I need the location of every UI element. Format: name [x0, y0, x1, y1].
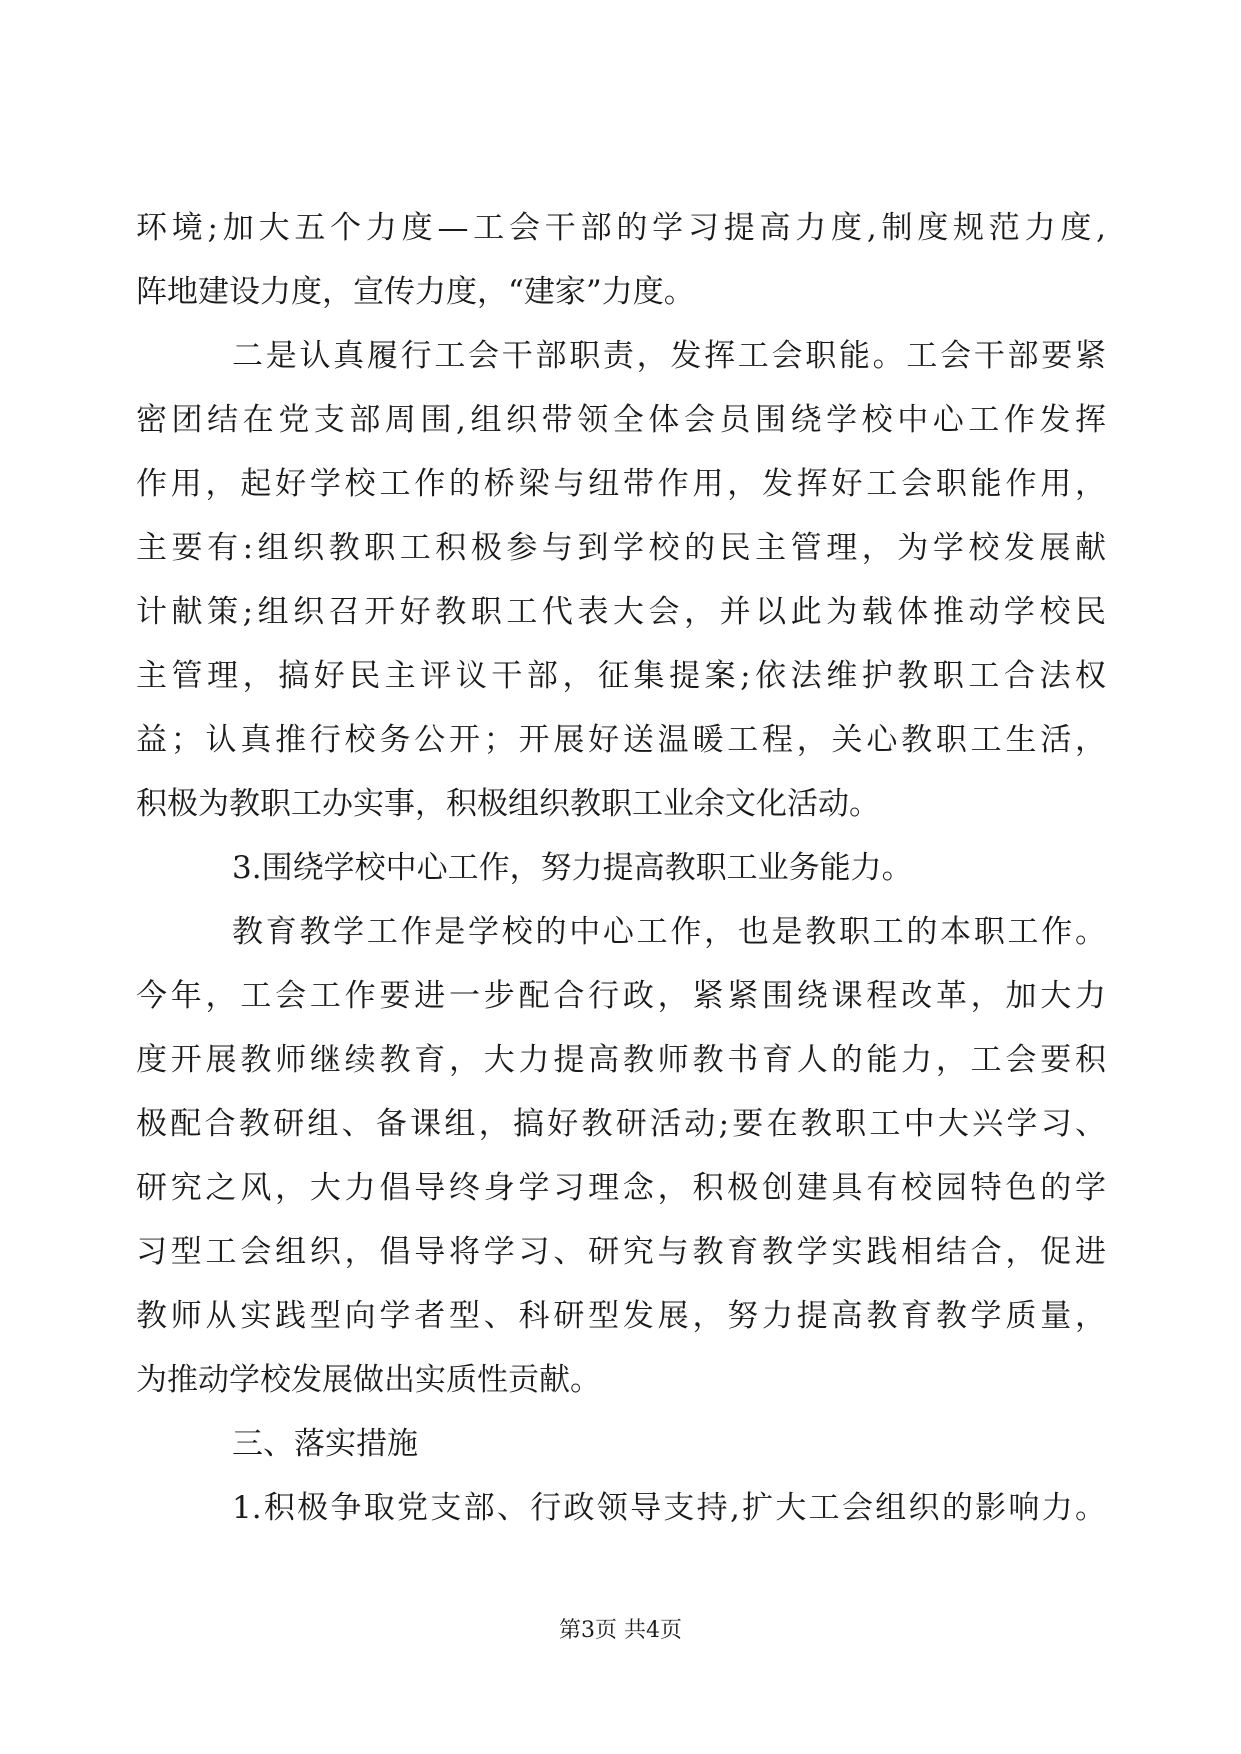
text-line: 积极为教职工办实事，积极组织教职工业余文化活动。: [136, 786, 880, 822]
document-body: [136, 196, 1106, 1540]
text-line: 极配合教研组、备课组，搞好教研活动;要在教职工中大兴学习、: [136, 1106, 1106, 1142]
section-heading: 三、落实措施: [232, 1426, 418, 1462]
text-line: 计献策;组织召开好教职工代表大会，并以此为载体推动学校民: [136, 594, 1106, 630]
text-line: 益；认真推行校务公开；开展好送温暖工程，关心教职工生活，: [136, 722, 1106, 758]
text-line: 今年，工会工作要进一步配合行政，紧紧围绕课程改革，加大力: [136, 978, 1106, 1014]
text-line: 主管理，搞好民主评议干部，征集提案;依法维护教职工合法权: [136, 658, 1106, 694]
text-line: 1.积极争取党支部、行政领导支持,扩大工会组织的影响力。: [232, 1490, 1106, 1526]
text-line: 密团结在党支部周围,组织带领全体会员围绕学校中心工作发挥: [136, 402, 1106, 438]
text-line: 教育教学工作是学校的中心工作，也是教职工的本职工作。: [232, 914, 1106, 950]
text-line: 教师从实践型向学者型、科研型发展，努力提高教育教学质量，: [136, 1298, 1106, 1334]
text-line: 二是认真履行工会干部职责，发挥工会职能。工会干部要紧: [232, 338, 1106, 374]
text-line: 习型工会组织，倡导将学习、研究与教育教学实践相结合，促进: [136, 1234, 1106, 1270]
text-line: 度开展教师继续教育，大力提高教师教书育人的能力，工会要积: [136, 1042, 1106, 1078]
section-heading: 3.围绕学校中心工作，努力提高教职工业务能力。: [232, 850, 913, 886]
text-line: 环境;加大五个力度—工会干部的学习提高力度,制度规范力度,: [136, 210, 1106, 246]
text-line: 阵地建设力度，宣传力度，“建家”力度。: [136, 274, 695, 310]
text-line: 研究之风，大力倡导终身学习理念，积极创建具有校园特色的学: [136, 1170, 1106, 1206]
page-number: 第3页 共4页: [559, 1618, 682, 1643]
text-line: 主要有:组织教职工积极参与到学校的民主管理，为学校发展献: [136, 530, 1106, 566]
text-line: 作用，起好学校工作的桥梁与纽带作用，发挥好工会职能作用，: [136, 466, 1106, 502]
text-line: 为推动学校发展做出实质性贡献。: [136, 1362, 601, 1398]
